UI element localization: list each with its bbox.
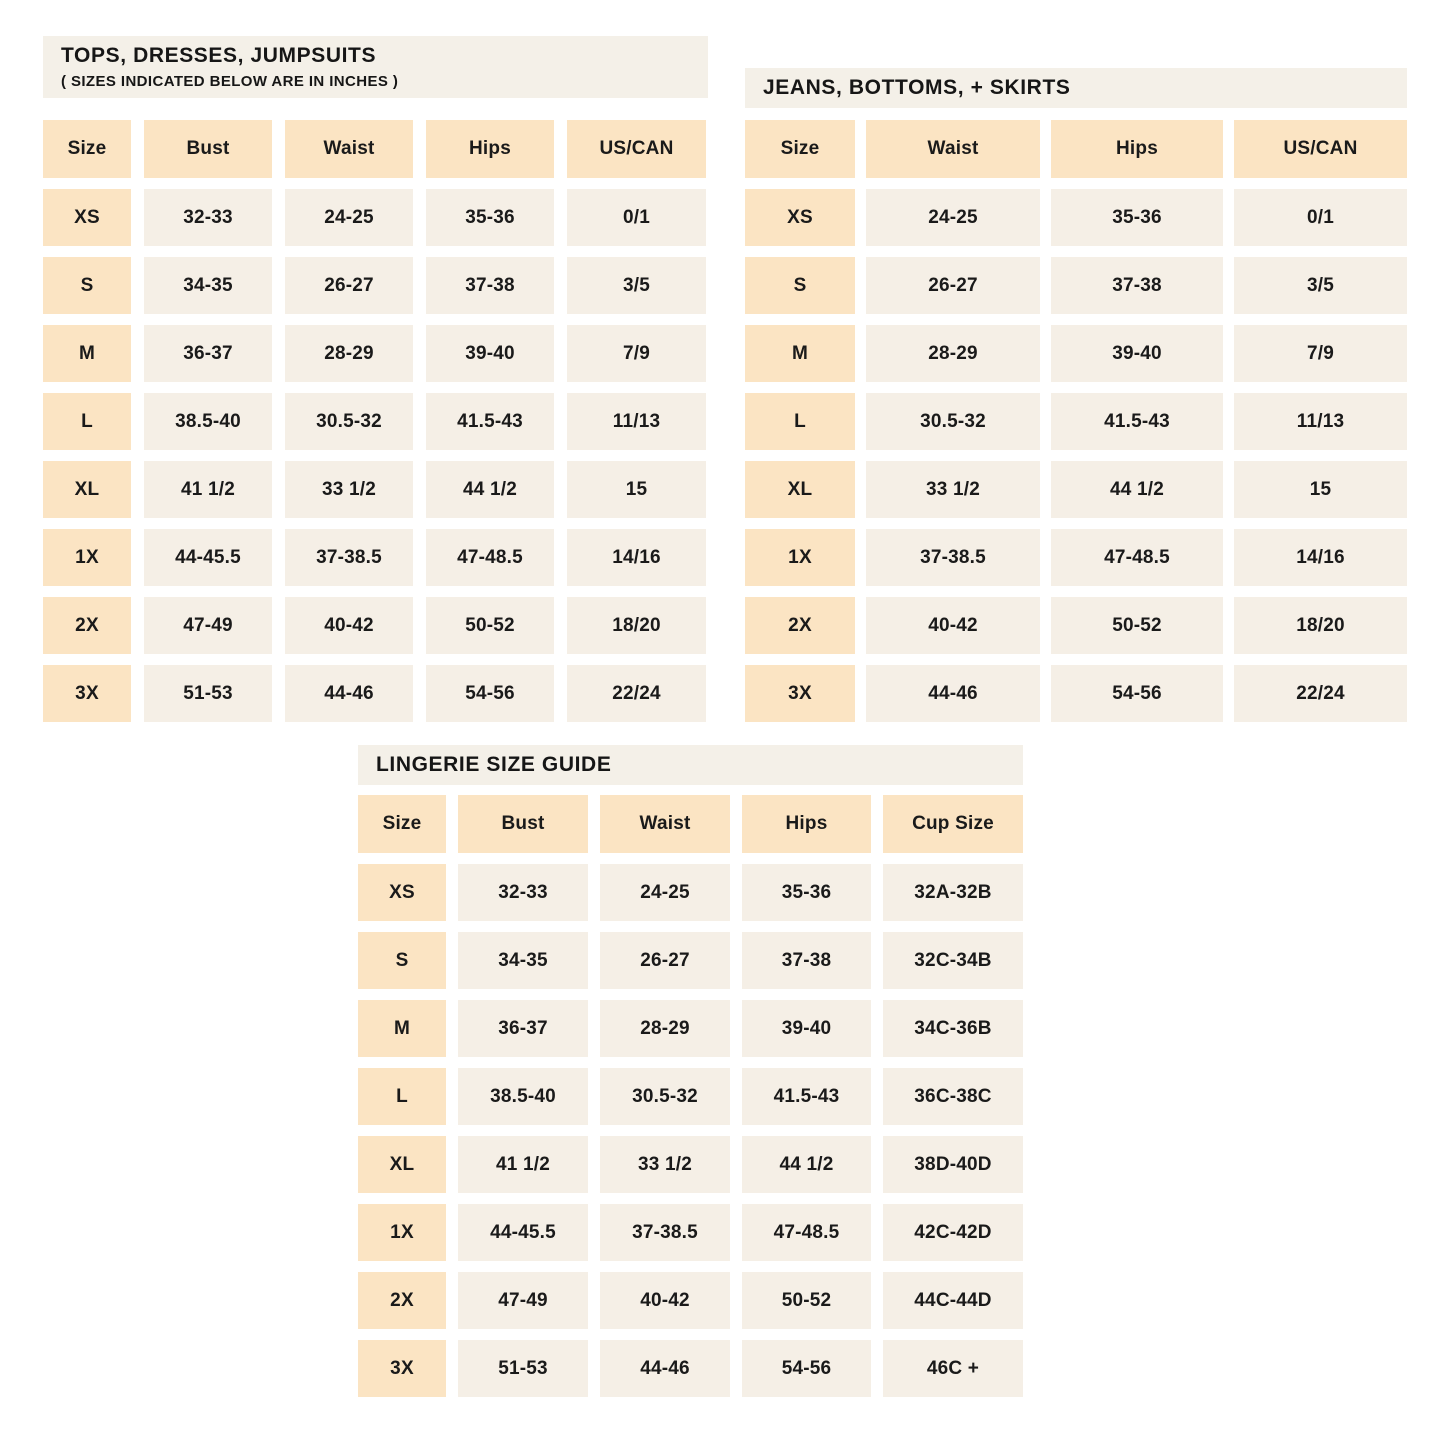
column-header: Waist xyxy=(600,795,730,853)
measurement-cell: 46C + xyxy=(883,1340,1023,1397)
measurement-cell: 44C-44D xyxy=(883,1272,1023,1329)
measurement-cell: 14/16 xyxy=(1234,529,1407,586)
measurement-cell: 39-40 xyxy=(426,325,554,382)
measurement-cell: 28-29 xyxy=(600,1000,730,1057)
measurement-cell: 47-49 xyxy=(144,597,272,654)
measurement-cell: 44-45.5 xyxy=(458,1204,588,1261)
tops-table-grid xyxy=(43,120,708,722)
measurement-cell: 30.5-32 xyxy=(866,393,1040,450)
measurement-cell: 33 1/2 xyxy=(866,461,1040,518)
measurement-cell: 44-46 xyxy=(866,665,1040,722)
measurement-cell: 39-40 xyxy=(742,1000,871,1057)
column-header: Cup Size xyxy=(883,795,1023,853)
measurement-cell: 30.5-32 xyxy=(600,1068,730,1125)
measurement-cell: 34-35 xyxy=(144,257,272,314)
measurement-cell: 47-48.5 xyxy=(742,1204,871,1261)
measurement-cell: 22/24 xyxy=(567,665,706,722)
size-label-cell: 1X xyxy=(43,529,131,586)
measurement-cell: 3/5 xyxy=(567,257,706,314)
measurement-cell: 32-33 xyxy=(144,189,272,246)
measurement-cell: 0/1 xyxy=(567,189,706,246)
jeans-table-title: JEANS, BOTTOMS, + SKIRTS xyxy=(763,75,1071,99)
column-header: Waist xyxy=(285,120,413,178)
measurement-cell: 41 1/2 xyxy=(144,461,272,518)
size-label-cell: 3X xyxy=(43,665,131,722)
measurement-cell: 41.5-43 xyxy=(426,393,554,450)
measurement-cell: 24-25 xyxy=(600,864,730,921)
measurement-cell: 38.5-40 xyxy=(144,393,272,450)
measurement-cell: 37-38 xyxy=(742,932,871,989)
size-label-cell: XS xyxy=(43,189,131,246)
measurement-cell: 40-42 xyxy=(866,597,1040,654)
measurement-cell: 0/1 xyxy=(1234,189,1407,246)
measurement-cell: 7/9 xyxy=(567,325,706,382)
measurement-cell: 28-29 xyxy=(866,325,1040,382)
lingerie-size-guide-table xyxy=(358,745,1023,1397)
measurement-cell: 35-36 xyxy=(742,864,871,921)
size-label-cell: S xyxy=(745,257,855,314)
column-header: US/CAN xyxy=(1234,120,1407,178)
measurement-cell: 26-27 xyxy=(285,257,413,314)
measurement-cell: 34C-36B xyxy=(883,1000,1023,1057)
measurement-cell: 40-42 xyxy=(600,1272,730,1329)
measurement-cell: 24-25 xyxy=(285,189,413,246)
size-label-cell: 2X xyxy=(745,597,855,654)
column-header: Size xyxy=(745,120,855,178)
measurement-cell: 37-38 xyxy=(426,257,554,314)
measurement-cell: 39-40 xyxy=(1051,325,1223,382)
measurement-cell: 38.5-40 xyxy=(458,1068,588,1125)
measurement-cell: 37-38.5 xyxy=(600,1204,730,1261)
size-label-cell: 2X xyxy=(43,597,131,654)
measurement-cell: 50-52 xyxy=(742,1272,871,1329)
jeans-table-grid xyxy=(745,120,1407,722)
measurement-cell: 51-53 xyxy=(458,1340,588,1397)
measurement-cell: 26-27 xyxy=(600,932,730,989)
size-label-cell: L xyxy=(43,393,131,450)
tops-table-title-block xyxy=(43,36,708,98)
measurement-cell: 44-46 xyxy=(285,665,413,722)
measurement-cell: 44-46 xyxy=(600,1340,730,1397)
size-label-cell: 3X xyxy=(358,1340,446,1397)
measurement-cell: 32A-32B xyxy=(883,864,1023,921)
measurement-cell: 44 1/2 xyxy=(1051,461,1223,518)
measurement-cell: 35-36 xyxy=(1051,189,1223,246)
measurement-cell: 41.5-43 xyxy=(1051,393,1223,450)
measurement-cell: 18/20 xyxy=(567,597,706,654)
measurement-cell: 47-48.5 xyxy=(1051,529,1223,586)
tops-table-subtitle: ( SIZES INDICATED BELOW ARE IN INCHES ) xyxy=(61,72,399,90)
measurement-cell: 36-37 xyxy=(144,325,272,382)
tops-dresses-jumpsuits-size-table xyxy=(43,36,708,722)
column-header: Size xyxy=(43,120,131,178)
lingerie-table-grid xyxy=(358,795,1023,1397)
size-label-cell: 2X xyxy=(358,1272,446,1329)
measurement-cell: 36-37 xyxy=(458,1000,588,1057)
measurement-cell: 44 1/2 xyxy=(742,1136,871,1193)
measurement-cell: 30.5-32 xyxy=(285,393,413,450)
measurement-cell: 11/13 xyxy=(567,393,706,450)
measurement-cell: 34-35 xyxy=(458,932,588,989)
measurement-cell: 50-52 xyxy=(1051,597,1223,654)
measurement-cell: 33 1/2 xyxy=(285,461,413,518)
measurement-cell: 36C-38C xyxy=(883,1068,1023,1125)
column-header: Hips xyxy=(1051,120,1223,178)
measurement-cell: 41 1/2 xyxy=(458,1136,588,1193)
measurement-cell: 3/5 xyxy=(1234,257,1407,314)
lingerie-table-title: LINGERIE SIZE GUIDE xyxy=(376,752,612,776)
size-label-cell: S xyxy=(358,932,446,989)
measurement-cell: 18/20 xyxy=(1234,597,1407,654)
size-label-cell: 1X xyxy=(358,1204,446,1261)
size-label-cell: XL xyxy=(43,461,131,518)
measurement-cell: 24-25 xyxy=(866,189,1040,246)
measurement-cell: 11/13 xyxy=(1234,393,1407,450)
measurement-cell: 37-38.5 xyxy=(866,529,1040,586)
measurement-cell: 15 xyxy=(567,461,706,518)
measurement-cell: 15 xyxy=(1234,461,1407,518)
size-label-cell: M xyxy=(358,1000,446,1057)
measurement-cell: 33 1/2 xyxy=(600,1136,730,1193)
measurement-cell: 32C-34B xyxy=(883,932,1023,989)
size-label-cell: 3X xyxy=(745,665,855,722)
measurement-cell: 42C-42D xyxy=(883,1204,1023,1261)
size-label-cell: 1X xyxy=(745,529,855,586)
column-header: Waist xyxy=(866,120,1040,178)
measurement-cell: 32-33 xyxy=(458,864,588,921)
measurement-cell: 14/16 xyxy=(567,529,706,586)
measurement-cell: 40-42 xyxy=(285,597,413,654)
size-label-cell: XL xyxy=(745,461,855,518)
jeans-table-title-block xyxy=(745,68,1407,108)
size-label-cell: L xyxy=(358,1068,446,1125)
measurement-cell: 22/24 xyxy=(1234,665,1407,722)
measurement-cell: 37-38 xyxy=(1051,257,1223,314)
column-header: Hips xyxy=(742,795,871,853)
size-label-cell: M xyxy=(745,325,855,382)
measurement-cell: 28-29 xyxy=(285,325,413,382)
measurement-cell: 50-52 xyxy=(426,597,554,654)
measurement-cell: 41.5-43 xyxy=(742,1068,871,1125)
measurement-cell: 54-56 xyxy=(1051,665,1223,722)
size-label-cell: M xyxy=(43,325,131,382)
measurement-cell: 26-27 xyxy=(866,257,1040,314)
lingerie-table-title-block xyxy=(358,745,1023,785)
measurement-cell: 54-56 xyxy=(426,665,554,722)
measurement-cell: 44 1/2 xyxy=(426,461,554,518)
column-header: Hips xyxy=(426,120,554,178)
size-label-cell: XS xyxy=(358,864,446,921)
measurement-cell: 54-56 xyxy=(742,1340,871,1397)
measurement-cell: 51-53 xyxy=(144,665,272,722)
measurement-cell: 38D-40D xyxy=(883,1136,1023,1193)
size-label-cell: L xyxy=(745,393,855,450)
measurement-cell: 35-36 xyxy=(426,189,554,246)
measurement-cell: 47-48.5 xyxy=(426,529,554,586)
measurement-cell: 37-38.5 xyxy=(285,529,413,586)
size-label-cell: XS xyxy=(745,189,855,246)
measurement-cell: 47-49 xyxy=(458,1272,588,1329)
column-header: Size xyxy=(358,795,446,853)
size-label-cell: S xyxy=(43,257,131,314)
measurement-cell: 44-45.5 xyxy=(144,529,272,586)
column-header: Bust xyxy=(458,795,588,853)
column-header: Bust xyxy=(144,120,272,178)
tops-table-title: TOPS, DRESSES, JUMPSUITS xyxy=(61,44,377,68)
measurement-cell: 7/9 xyxy=(1234,325,1407,382)
jeans-bottoms-skirts-size-table xyxy=(745,68,1407,722)
column-header: US/CAN xyxy=(567,120,706,178)
size-label-cell: XL xyxy=(358,1136,446,1193)
